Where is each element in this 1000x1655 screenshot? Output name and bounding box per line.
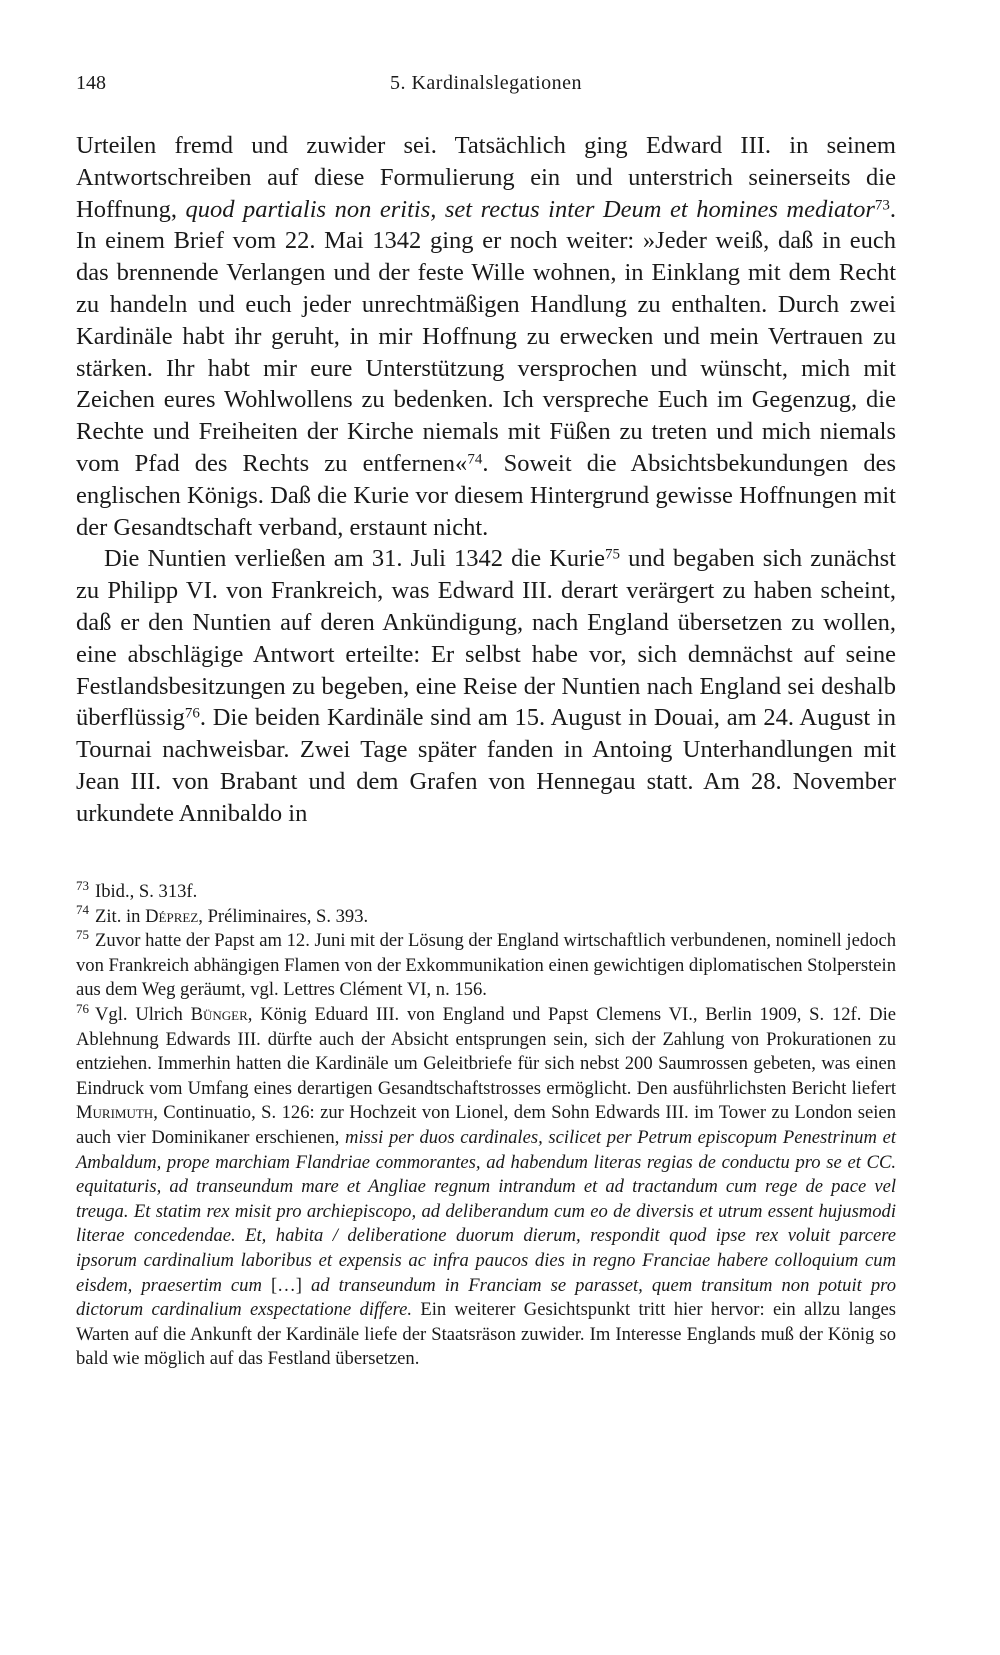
footnote-ref-73: 73 <box>874 197 890 214</box>
footnote-73 <box>76 877 896 905</box>
author-name: Bünger <box>190 1003 248 1025</box>
latin-quote: missi per duos cardinales, scilicet per Petrum episcopum Penestrinum et Ambaldum, prope marchiam Flandriae commorantes, ad habendum literas regias de conductu pro se et CC. equitaturis, ad transeundum mare et Angliae regnum intrandum et ad tractandum cum rege de pace vel treuga. Et statim rex misit pro archiepiscopo, ad deliberandum cum eo de diversis et utrum essent hujusmodi literae concedendae. Et, habita / deliberatione duorum dierum, respondit quod ipse rex voluit parcere ipsorum cardinalium laboribus et expensis ac infra paucos dies in regno Franciae habere colloquium cum eisdem, praesertim cum <box>76 1126 897 1296</box>
footnote-ref-74: 74 <box>467 451 483 468</box>
text-run: . In einem Brief vom 22. Mai 1342 ging er noch weiter: »Jeder weiß, daß in euch das brennende Verlangen und der feste Wille wohnen, in Einklang mit dem Recht zu handeln und euch jeder unrechtmäßigen Handlung zu enthalten. Durch zwei Kardinäle habt ihr geruht, in mir Hoffnung zu erwecken und mein Vertrauen zu stärken. Ihr habt mir eure Unterstützung versprochen und wünscht, mich mit Zeichen eures Wohlwollens zu bedenken. Ich verspreche Euch im Gegenzug, die Rechte und Freiheiten der Kirche niemals mit Füßen zu treten und mich niemals vom Pfad des Rechts zu entfernen« <box>76 195 896 477</box>
footnote-74 <box>76 902 896 930</box>
footnote-text: Vgl. Ulrich <box>95 1003 191 1025</box>
footnote-text: , Préliminaires, S. 393. <box>198 905 369 927</box>
main-text <box>76 130 896 830</box>
footnote-75 <box>76 929 896 1003</box>
paragraph-2 <box>76 543 896 829</box>
footnote-text: , König Eduard III. von England und Papst Clemens VI., Berlin 1909, S. 12f. Die Ablehnung Edwards III. dürfte auch der Absicht entsprungen sein, sich der Zahlung von Prokurationen zu entziehen. Immerhin hatten die Kardinäle um Geleitbriefe für sich nebst 200 Saumrossen gebeten, was einen Eindruck vom Umfang eines derartigen Gesandtschaftstrosses ermöglicht. Den ausführlichsten Bericht liefert <box>76 1003 896 1099</box>
footnote-text: […] <box>270 1274 302 1296</box>
footnote-number: 73 <box>76 877 89 893</box>
footnote-number: 75 <box>76 927 89 943</box>
latin-quote: ad transeundum in Franciam se parasset, quem transitum non potuit pro dictorum cardinalium exspectatione differe. <box>76 1274 896 1321</box>
footnote-ref-76: 76 <box>184 705 200 722</box>
text-run: . Soweit die Absichtsbekundungen des englischen Königs. Daß die Kurie vor diesem Hintergrund gewisse Hoffnungen mit der Gesandtschaft verband, erstaunt nicht. <box>76 449 896 541</box>
running-head <box>76 72 896 102</box>
footnote-text: Zit. in <box>95 905 146 927</box>
latin-quote: quod partialis non eritis, set rectus inter Deum et homines mediator <box>185 195 875 223</box>
footnote-text: , Continuatio, S. 126: zur Hochzeit von Lionel, dem Sohn Edwards III. im Tower zu London seien auch vier Dominikaner erschienen, <box>76 1102 896 1148</box>
page-number: 148 <box>76 72 106 94</box>
text-run: Urteilen fremd und zuwider sei. Tatsächlich ging Edward III. in seinem Antwortschreiben auf diese Formulierung ein und unterstrich seinerseits die Hoffnung, <box>76 132 896 223</box>
text-run: Die Nuntien verließen am 31. Juli 1342 die Kurie <box>104 545 605 573</box>
text-run: . Die beiden Kardinäle sind am 15. August in Douai, am 24. August in Tournai nachweisbar. Zwei Tage später fanden in Antoing Unterhandlungen mit Jean III. von Brabant und dem Grafen von Hennegau statt. Am 28. November urkundete Annibaldo in <box>76 704 896 827</box>
chapter-title: 5. Kardinalslegationen <box>389 72 583 94</box>
footnote-number: 74 <box>76 902 89 918</box>
footnotes <box>76 877 897 1372</box>
text-run: und begaben sich zunächst zu Philipp VI. von Frankreich, was Edward III. derart verärgert zu haben scheint, daß er den Nuntien auf deren Ankündigung, nach England übersetzen zu wollen, eine abschlägige Antwort erteilte: Er selbst habe vor, sich demnächst auf seine Festlandsbesitzungen zu begeben, eine Reise der Nuntien nach England sei deshalb überflüssig <box>76 545 896 732</box>
footnote-ref-75: 75 <box>605 546 620 563</box>
author-name: Déprez <box>145 905 199 927</box>
footnote-text: Ibid., S. 313f. <box>95 881 198 902</box>
footnote-number: 76 <box>76 1000 89 1016</box>
author-name: Murimuth <box>76 1102 154 1124</box>
paragraph-1 <box>76 130 896 543</box>
footnote-76 <box>76 1000 897 1372</box>
footnote-text: Ein weiterer Gesichtspunkt tritt hier hervor: ein allzu langes Warten auf die Ankunft der Kardinäle liefe der Staatsräson zuwider. Im Interesse Englands muß der König so bald wie möglich auf das Festland übersetzen. <box>76 1299 896 1370</box>
footnote-text: Zuvor hatte der Papst am 12. Juni mit der Lösung der England wirtschaftlich verbundenen, nominell jedoch von Frankreich abhängigen Flamen von der Exkommunikation einen gewichtigen diplomatischen Stolperstein aus dem Weg geräumt, vgl. Lettres Clément VI, n. 156. <box>76 930 897 1001</box>
